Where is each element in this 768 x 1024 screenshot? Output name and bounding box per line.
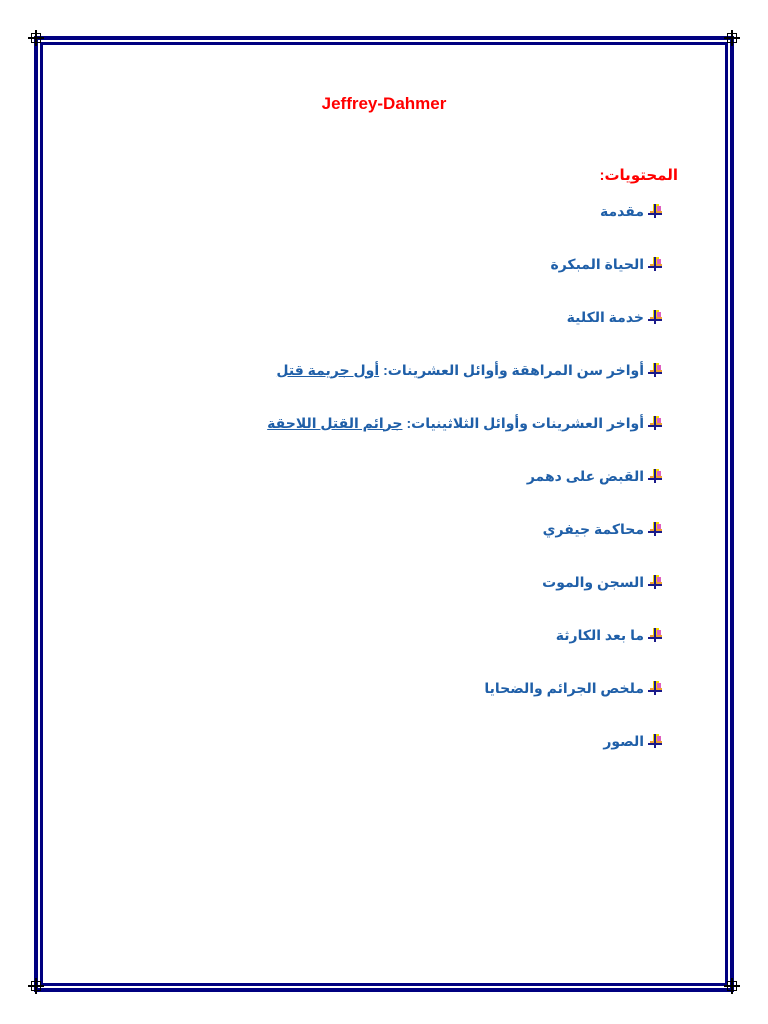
toc-item-late-twenties[interactable] xyxy=(267,412,662,434)
corner-ornament-icon xyxy=(28,978,44,994)
toc-item-label: السجن والموت xyxy=(542,573,644,590)
toc-item-label: محاكمة جيفري xyxy=(542,520,644,537)
pushpin-bullet-icon xyxy=(648,575,662,589)
pushpin-bullet-icon xyxy=(648,469,662,483)
pushpin-bullet-icon xyxy=(648,310,662,324)
pushpin-bullet-icon xyxy=(648,257,662,271)
document-title: Jeffrey-Dahmer xyxy=(321,94,447,113)
corner-ornament-icon xyxy=(28,30,44,46)
toc-item-early-life[interactable] xyxy=(267,253,662,275)
pushpin-bullet-icon xyxy=(648,681,662,695)
pushpin-bullet-icon xyxy=(648,628,662,642)
toc-item-aftermath[interactable] xyxy=(267,624,662,646)
toc-link-first-murder[interactable]: أول جريمة قتل xyxy=(276,361,380,378)
corner-ornament-icon xyxy=(724,978,740,994)
toc-item-label: الحياة المبكرة xyxy=(550,255,644,272)
pushpin-bullet-icon xyxy=(648,204,662,218)
toc-item-label: ما بعد الكارثة xyxy=(555,626,644,643)
toc-item-label: ملخص الجرائم والضحايا xyxy=(484,679,644,696)
toc-item-label: أواخر سن المراهقة وأوائل العشرينات: xyxy=(383,361,644,378)
toc-item-trial[interactable] xyxy=(267,518,662,540)
toc-item-label: الصور xyxy=(603,732,644,749)
toc-item-label: أواخر العشرينات وأوائل الثلاثينيات: xyxy=(406,414,644,431)
corner-ornament-icon xyxy=(724,30,740,46)
pushpin-bullet-icon xyxy=(648,734,662,748)
pushpin-bullet-icon xyxy=(648,363,662,377)
toc-item-arrest[interactable] xyxy=(267,465,662,487)
toc-item-college-service[interactable] xyxy=(267,306,662,328)
toc-item-photos[interactable] xyxy=(267,730,662,752)
toc-item-prison-death[interactable] xyxy=(267,571,662,593)
toc-link-subsequent-murders[interactable]: جرائم القتل اللاحقة xyxy=(267,414,403,431)
pushpin-bullet-icon xyxy=(648,416,662,430)
toc-item-label: مقدمة xyxy=(600,202,644,219)
toc-item-introduction[interactable] xyxy=(267,200,662,222)
table-of-contents xyxy=(267,200,662,783)
toc-item-summary[interactable] xyxy=(267,677,662,699)
toc-item-late-teens[interactable] xyxy=(267,359,662,381)
toc-item-label: القبض على دهمر xyxy=(526,467,644,484)
toc-item-label: خدمة الكلية xyxy=(566,308,644,325)
contents-heading: المحتويات: xyxy=(599,167,678,184)
pushpin-bullet-icon xyxy=(648,522,662,536)
